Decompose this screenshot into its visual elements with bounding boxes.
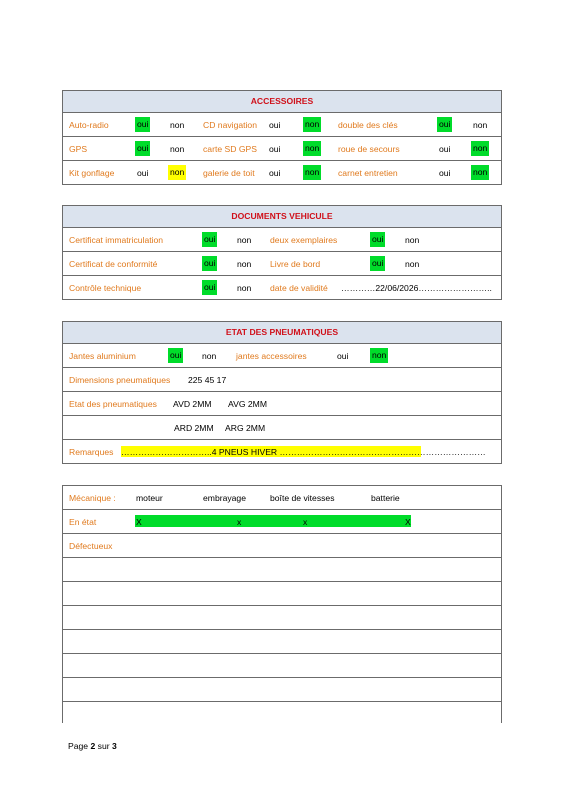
option-oui[interactable]: oui (135, 117, 150, 132)
section-title: ACCESSOIRES (63, 91, 501, 113)
item-label: Certificat immatriculation (69, 234, 164, 245)
col-header: moteur (136, 492, 163, 503)
avg-value[interactable]: AVG 2MM (228, 398, 267, 409)
option-oui[interactable]: oui (370, 232, 385, 247)
option-oui[interactable]: oui (370, 256, 385, 271)
option-oui[interactable]: oui (202, 256, 217, 271)
option-non[interactable]: non (237, 282, 252, 293)
option-oui[interactable]: oui (439, 167, 451, 178)
section-title: DOCUMENTS VEHICULE (63, 206, 501, 228)
item-label: carte SD GPS (203, 143, 257, 154)
check-mark[interactable]: x (237, 516, 242, 527)
option-oui[interactable]: oui (437, 117, 452, 132)
col-header: embrayage (203, 492, 246, 503)
option-non[interactable]: non (303, 117, 321, 132)
item-label: Mécanique : (69, 492, 116, 503)
item-label: Kit gonflage (69, 167, 115, 178)
remarques-field[interactable]: …………………………..4 PNEUS HIVER ……………………………………………………………… (121, 446, 486, 457)
option-non[interactable]: non (202, 350, 217, 361)
check-mark[interactable]: X (405, 516, 411, 527)
pneus-section (62, 321, 502, 464)
option-non[interactable]: non (237, 234, 252, 245)
highlight (135, 515, 411, 527)
footer-total-pages: 3 (111, 741, 117, 751)
item-label: Certificat de conformité (69, 258, 158, 269)
option-oui[interactable]: oui (269, 143, 281, 154)
accessoires-section (62, 90, 502, 185)
item-label: En état (69, 516, 97, 527)
footer-label: Page (68, 741, 89, 751)
option-non[interactable]: non (237, 258, 252, 269)
item-label: Jantes aluminium (69, 350, 136, 361)
item-label: Contrôle technique (69, 282, 142, 293)
table-row (63, 440, 501, 463)
table-row (63, 416, 501, 440)
item-label: jantes accessoires (236, 350, 307, 361)
documents-section (62, 205, 502, 300)
table-row (63, 228, 501, 252)
table-row (63, 534, 501, 558)
option-oui[interactable]: oui (202, 280, 217, 295)
item-label: roue de secours (338, 143, 400, 154)
option-oui[interactable]: oui (202, 232, 217, 247)
option-non[interactable]: non (473, 119, 488, 130)
table-row[interactable] (63, 654, 501, 678)
option-non[interactable]: non (370, 348, 388, 363)
option-oui[interactable]: oui (135, 141, 150, 156)
item-label: Remarques (69, 446, 114, 457)
table-row (63, 344, 501, 368)
item-label: galerie de toit (203, 167, 255, 178)
section-title: ETAT DES PNEUMATIQUES (63, 322, 501, 344)
option-non[interactable]: non (303, 165, 321, 180)
table-row (63, 252, 501, 276)
item-label: carnet entretien (338, 167, 398, 178)
footer-label: sur (97, 741, 110, 751)
option-oui[interactable]: oui (269, 119, 281, 130)
table-row (63, 510, 501, 534)
table-row (63, 486, 501, 510)
option-oui[interactable]: oui (269, 167, 281, 178)
option-oui[interactable]: oui (137, 167, 149, 178)
option-non[interactable]: non (303, 141, 321, 156)
item-label: GPS (69, 143, 88, 154)
arg-value[interactable]: ARG 2MM (225, 422, 266, 433)
item-label: double des clés (338, 119, 398, 130)
item-label: Défectueux (69, 540, 113, 551)
footer-current-page: 2 (90, 741, 96, 751)
option-non[interactable]: non (170, 143, 185, 154)
dimensions-value[interactable]: 225 45 17 (188, 374, 227, 385)
mecanique-section (62, 485, 502, 723)
item-label: Dimensions pneumatiques (69, 374, 171, 385)
option-non[interactable]: non (405, 234, 420, 245)
table-row[interactable] (63, 606, 501, 630)
item-label: Auto-radio (69, 119, 109, 130)
col-header: boîte de vitesses (270, 492, 335, 503)
option-non[interactable]: non (170, 119, 185, 130)
item-label: Livre de bord (270, 258, 321, 269)
table-row[interactable] (63, 702, 501, 717)
table-row (63, 368, 501, 392)
option-oui[interactable]: oui (337, 350, 349, 361)
col-header: batterie (371, 492, 400, 503)
page-footer (68, 741, 117, 751)
item-label: CD navigation (203, 119, 257, 130)
option-non[interactable]: non (405, 258, 420, 269)
option-non[interactable]: non (471, 141, 489, 156)
table-row (63, 161, 501, 184)
table-row[interactable] (63, 582, 501, 606)
table-row[interactable] (63, 630, 501, 654)
option-non[interactable]: non (471, 165, 489, 180)
avd-value[interactable]: AVD 2MM (173, 398, 212, 409)
check-mark[interactable]: x (303, 516, 308, 527)
option-oui[interactable]: oui (439, 143, 451, 154)
table-row[interactable] (63, 558, 501, 582)
item-label: Etat des pneumatiques (69, 398, 157, 409)
table-row (63, 392, 501, 416)
table-row (63, 276, 501, 299)
table-row[interactable] (63, 678, 501, 702)
option-non[interactable]: non (168, 165, 186, 180)
item-label: deux exemplaires (270, 234, 338, 245)
option-oui[interactable]: oui (168, 348, 183, 363)
table-row (63, 137, 501, 161)
table-row (63, 113, 501, 137)
validity-date-field[interactable]: …………22/06/2026…………………….. (341, 282, 492, 293)
check-mark[interactable]: X (136, 516, 142, 527)
item-label: date de validité (270, 282, 328, 293)
ard-value[interactable]: ARD 2MM (174, 422, 214, 433)
